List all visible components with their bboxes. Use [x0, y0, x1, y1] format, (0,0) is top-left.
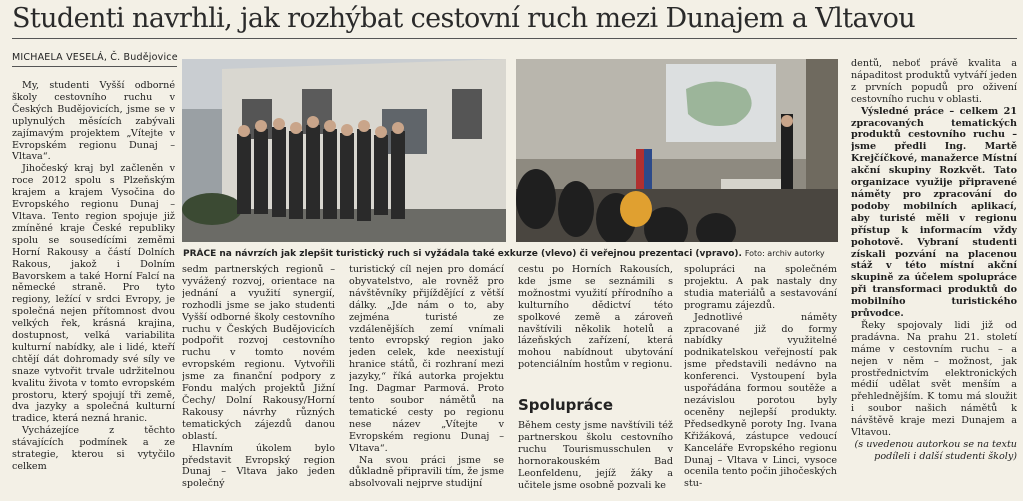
column-2	[182, 264, 335, 500]
photo-excursion	[182, 59, 506, 242]
headline-rule	[12, 38, 1017, 39]
section-heading: Spolupráce	[518, 396, 613, 414]
byline-rule	[12, 66, 177, 67]
photo-presentation	[516, 59, 838, 242]
column-3	[349, 264, 504, 500]
column-6	[851, 58, 1017, 500]
paragraph: sedm partnerských regionů – vyvážený rozvoj, orientace na jednání a využití synergií, rozhodli jsme se jako studenti Vyšší odborné školy cestovního ruchu v Českých Budějovicích podpořit rozvoj cestovního ruchu v tomto novém evropském regionu. Vytvořili jsme za finanční podpory z Fondu malých projektů Jižní Čechy/ Dolní Rakousy/Horní Rakousy návrhy různých tematických zájezdů danou oblastí.	[182, 264, 335, 442]
paragraph: turistický cíl nejen pro domácí obyvatelstvo, ale rovněž pro návštěvníky přijíždějící z větší dálky. „Jde nám o to, aby zejména turisté ze vzdálenějších zemí vnímali tento evropský region jako jeden celek, kde neexistují hranice států, či rozhraní mezi jazyky,“ říká autorka projektu Ing. Dagmar Parmová. Proto tento soubor námětů na tematické cesty po regionu nese název „Vítejte v Evropském regionu Dunaj – Vltava“.	[349, 264, 504, 454]
paragraph: Na svou práci jsme se důkladně připravili tím, že jsme absolvovali nejprve studijní	[349, 454, 504, 490]
column-4-bottom	[518, 420, 673, 500]
paragraph: Jihočeský kraj byl začleněn v roce 2012 spolu s Plzeňským krajem a krajem Vysočina do Evropského regionu Dunaj – Vltava. Tento region spojuje již zmíněné kraje České republiky spolu se sousedícími zeměmi Horní Rakousy a částí Dolních Rakous, jakož i Dolním Bavorskem a také Horní Falcí na německé straně. Pro tyto regiony, ležící v srdci Evropy, je společná nejen přítomnost dvou velkých řek, krásná krajina, dostupnost, velká variabilita kulturní nabídky, ale i lidé, kteří chtějí dát dohromady své síly ve snaze vytvořit trvale udržitelnou kvalitu života v tomto evropském prostoru, který spojují tři země, dva jazyky a společná kulturní tradice, která nezná hranic.	[12, 163, 175, 425]
headline: Studenti navrhli, jak rozhýbat cestovní ruch mezi Dunajem a Vltavou	[12, 3, 916, 34]
paragraph: Jednotlivé náměty zpracované již do formy nabídky využitelné podnikatelskou veřejností pak jsme představili nedávno na konferenci. Vystoupení byla uspořádána formou soutěže a nezávislou porotou byly oceněny nejlepší produkty. Předsedkyně poroty Ing. Ivana Křižáková, zástupce vedoucí Kanceláře Evropského regionu Dunaj – Vltava v Linci, vysoce ocenila tento počin jihočeských stu-	[684, 311, 837, 490]
byline: MICHAELA VESELÁ, Č. Budějovice	[12, 52, 178, 63]
caption-text: PRÁCE na návrzích jak zlepšit turistický ruch si vyžádala také exkurze (vlevo) či veřejnou prezentaci (vpravo).	[183, 249, 742, 259]
photo-credit: Foto: archiv autorky	[744, 249, 825, 258]
paragraph: My, studenti Vyšší odborné školy cestovního ruchu v Českých Budějovicích, jsme se v uplynulých měsících zabývali zajímavým projektem „Vítejte v Evropském regionu Dunaj – Vltava“.	[12, 80, 175, 163]
paragraph: cestu po Horních Rakousích, kde jsme se seznámili s možnostmi využití přírodního a kulturního dědictví této spolkové země a zároveň navštívili několik hotelů a lázeňských zařízení, která mohou nabídnout ubytování potenciálním hostům v regionu.	[518, 264, 673, 371]
paragraph: dentů, neboť právě kvalita a nápaditost produktů vytváří jeden z prvních popudů pro oživení cestovního ruchu v oblasti.	[851, 58, 1017, 105]
paragraph: Vycházejíce z těchto stávajících podmínek a ze strategie, kterou si vytyčilo celkem	[12, 425, 175, 472]
paragraph: spolupráci na společném projektu. A pak nastaly dny studia materiálů a sestavování programu zájezdů.	[684, 264, 837, 311]
footnote: (s uvedenou autorkou se na textu podíleli i další studenti školy)	[854, 439, 1017, 462]
paragraph: Řeky spojovaly lidi již od pradávna. Na prahu 21. století máme v cestovním ruchu – a nejen v něm – možnost, jak prostřednictvím elektronických médií udělat svět menším a přehlednějším. K tomu má sloužit i soubor našich námětů k návštěvě kraje mezi Dunajem a Vltavou.	[851, 319, 1017, 439]
photo-caption	[183, 248, 833, 260]
column-4-top	[518, 264, 673, 389]
column-5	[684, 264, 837, 500]
paragraph: Hlavním úkolem bylo představit Evropský region Dunaj – Vltava jako jeden společný	[182, 442, 335, 490]
column-1	[12, 80, 175, 500]
paragraph: Výsledné práce – celkem 21 zpracovaných tematických produktů cestovního ruchu – jsme předli Ing. Martě Krejčíčkové, manažerce Místní akční skupiny Rozkvět. Tato organizace využije připravené náměty pro zpracování do podoby mobilních aplikací, aby turisté měli v regionu přístup k informacím vždy pohotově. Vybraní studenti získali pozvání na placenou stáž v této místní akční skupině za účelem spolupráce při transformaci produktů do mobilního turistického průvodce.	[851, 105, 1017, 320]
paragraph: Během cesty jsme navštívili též partnerskou školu cestovního ruchu Tourismusschulen v hornorakouském Bad Leonfeldenu, jejíž žáky a učitele jsme osobně pozvali ke	[518, 420, 673, 491]
